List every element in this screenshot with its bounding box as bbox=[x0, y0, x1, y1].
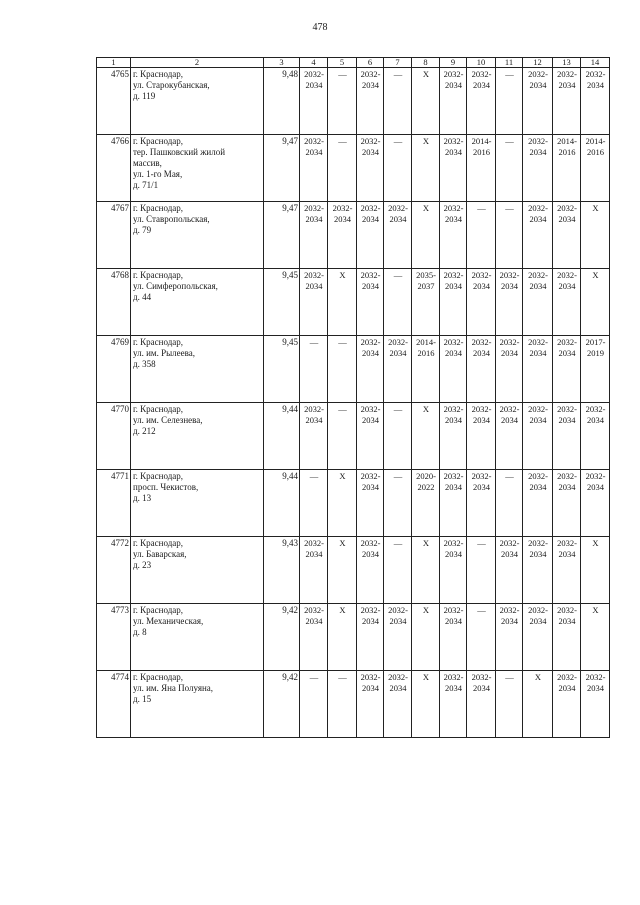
period-cell: 2020-2022 bbox=[412, 470, 440, 537]
period-cell: X bbox=[581, 604, 610, 671]
row-number: 4770 bbox=[97, 403, 131, 470]
table-row bbox=[97, 202, 610, 269]
period-cell: X bbox=[412, 403, 440, 470]
address-line: г. Краснодар, bbox=[133, 404, 184, 414]
period-cell: 2032-2034 bbox=[581, 403, 610, 470]
value-cell: 9,48 bbox=[264, 68, 300, 135]
period-cell: 2032-2034 bbox=[440, 537, 467, 604]
period-cell: 2032-2034 bbox=[300, 202, 328, 269]
row-number: 4767 bbox=[97, 202, 131, 269]
row-number: 4774 bbox=[97, 671, 131, 738]
period-cell: — bbox=[300, 470, 328, 537]
address-line: д. 15 bbox=[133, 694, 152, 704]
table-row bbox=[97, 336, 610, 403]
column-header: 4 bbox=[300, 58, 328, 68]
period-cell: — bbox=[496, 68, 523, 135]
period-cell: X bbox=[412, 68, 440, 135]
period-cell: 2032-2034 bbox=[523, 604, 553, 671]
address-line: д. 212 bbox=[133, 426, 156, 436]
period-cell: — bbox=[328, 68, 357, 135]
address-line: просп. Чекистов, bbox=[133, 482, 199, 492]
period-cell: 2032-2034 bbox=[467, 68, 496, 135]
address-line: г. Краснодар, bbox=[133, 270, 184, 280]
period-cell: X bbox=[581, 537, 610, 604]
period-cell: 2032-2034 bbox=[440, 470, 467, 537]
column-header: 11 bbox=[496, 58, 523, 68]
address-cell bbox=[131, 68, 264, 135]
address-line: д. 23 bbox=[133, 560, 152, 570]
period-cell: — bbox=[384, 470, 412, 537]
period-cell: 2032-2034 bbox=[440, 336, 467, 403]
period-cell: 2032-2034 bbox=[553, 671, 581, 738]
period-cell: 2032-2034 bbox=[581, 671, 610, 738]
row-number: 4768 bbox=[97, 269, 131, 336]
column-header: 12 bbox=[523, 58, 553, 68]
address-line: ул. Баварская, bbox=[133, 549, 187, 559]
period-cell: 2032-2034 bbox=[467, 403, 496, 470]
period-cell: 2032-2034 bbox=[553, 403, 581, 470]
table-body bbox=[97, 68, 610, 738]
row-number: 4773 bbox=[97, 604, 131, 671]
header-row bbox=[97, 58, 610, 68]
column-header: 13 bbox=[553, 58, 581, 68]
period-cell: 2032-2034 bbox=[357, 68, 384, 135]
period-cell: 2032-2034 bbox=[300, 68, 328, 135]
period-cell: 2032-2034 bbox=[300, 269, 328, 336]
period-cell: — bbox=[467, 202, 496, 269]
period-cell: 2032-2034 bbox=[357, 537, 384, 604]
table-row bbox=[97, 68, 610, 135]
address-line: г. Краснодар, bbox=[133, 136, 184, 146]
period-cell: 2032-2034 bbox=[357, 202, 384, 269]
period-cell: 2032-2034 bbox=[300, 604, 328, 671]
address-line: ул. Ставропольская, bbox=[133, 214, 210, 224]
period-cell: — bbox=[384, 537, 412, 604]
period-cell: 2032-2034 bbox=[467, 470, 496, 537]
address-line: г. Краснодар, bbox=[133, 203, 184, 213]
period-cell: — bbox=[496, 671, 523, 738]
period-cell: 2032-2034 bbox=[553, 470, 581, 537]
column-header: 3 bbox=[264, 58, 300, 68]
period-cell: — bbox=[328, 135, 357, 202]
table-row bbox=[97, 269, 610, 336]
period-cell: 2032-2034 bbox=[553, 202, 581, 269]
address-cell bbox=[131, 604, 264, 671]
period-cell: 2014-2016 bbox=[553, 135, 581, 202]
period-cell: 2032-2034 bbox=[384, 202, 412, 269]
period-cell: 2032-2034 bbox=[523, 135, 553, 202]
address-line: г. Краснодар, bbox=[133, 605, 184, 615]
column-header: 5 bbox=[328, 58, 357, 68]
period-cell: 2032-2034 bbox=[357, 403, 384, 470]
period-cell: 2032-2034 bbox=[581, 470, 610, 537]
address-cell bbox=[131, 135, 264, 202]
address-line: ул. Симферопольская, bbox=[133, 281, 218, 291]
period-cell: — bbox=[467, 537, 496, 604]
period-cell: X bbox=[412, 671, 440, 738]
row-number: 4771 bbox=[97, 470, 131, 537]
column-header: 1 bbox=[97, 58, 131, 68]
address-cell bbox=[131, 403, 264, 470]
period-cell: 2032-2034 bbox=[440, 604, 467, 671]
address-line: д. 71/1 bbox=[133, 180, 159, 190]
period-cell: X bbox=[412, 604, 440, 671]
period-cell: X bbox=[523, 671, 553, 738]
column-header: 9 bbox=[440, 58, 467, 68]
table-row bbox=[97, 671, 610, 738]
period-cell: 2032-2034 bbox=[440, 269, 467, 336]
address-line: тер. Пашковский жилой bbox=[133, 147, 226, 157]
value-cell: 9,47 bbox=[264, 135, 300, 202]
period-cell: 2017-2019 bbox=[581, 336, 610, 403]
address-line: д. 8 bbox=[133, 627, 147, 637]
address-line: г. Краснодар, bbox=[133, 672, 184, 682]
value-cell: 9,45 bbox=[264, 269, 300, 336]
period-cell: X bbox=[412, 202, 440, 269]
period-cell: 2032-2034 bbox=[523, 470, 553, 537]
period-cell: — bbox=[384, 68, 412, 135]
value-cell: 9,42 bbox=[264, 671, 300, 738]
period-cell: 2032-2034 bbox=[300, 537, 328, 604]
page-number: 478 bbox=[312, 22, 328, 33]
period-cell: 2014-2016 bbox=[412, 336, 440, 403]
address-cell bbox=[131, 269, 264, 336]
registry-table bbox=[96, 57, 610, 738]
value-cell: 9,43 bbox=[264, 537, 300, 604]
period-cell: 2032-2034 bbox=[467, 671, 496, 738]
table-row bbox=[97, 604, 610, 671]
period-cell: — bbox=[328, 403, 357, 470]
period-cell: 2014-2016 bbox=[467, 135, 496, 202]
period-cell: X bbox=[581, 202, 610, 269]
period-cell: 2032-2034 bbox=[357, 135, 384, 202]
period-cell: 2032-2034 bbox=[300, 135, 328, 202]
period-cell: — bbox=[467, 604, 496, 671]
period-cell: 2032-2034 bbox=[357, 671, 384, 738]
period-cell: 2032-2034 bbox=[523, 269, 553, 336]
column-header: 8 bbox=[412, 58, 440, 68]
column-header: 6 bbox=[357, 58, 384, 68]
period-cell: 2032-2034 bbox=[467, 336, 496, 403]
period-cell: 2032-2034 bbox=[328, 202, 357, 269]
address-line: ул. им. Яна Полуяна, bbox=[133, 683, 214, 693]
value-cell: 9,44 bbox=[264, 470, 300, 537]
address-cell bbox=[131, 470, 264, 537]
column-header: 2 bbox=[131, 58, 264, 68]
address-line: г. Краснодар, bbox=[133, 337, 184, 347]
row-number: 4769 bbox=[97, 336, 131, 403]
period-cell: — bbox=[300, 336, 328, 403]
column-header: 10 bbox=[467, 58, 496, 68]
period-cell: — bbox=[328, 671, 357, 738]
period-cell: X bbox=[412, 537, 440, 604]
address-line: д. 13 bbox=[133, 493, 152, 503]
address-line: ул. Механическая, bbox=[133, 616, 204, 626]
address-line: д. 119 bbox=[133, 91, 156, 101]
period-cell: — bbox=[496, 202, 523, 269]
table-row bbox=[97, 470, 610, 537]
table-row bbox=[97, 403, 610, 470]
address-line: массив, bbox=[133, 158, 162, 168]
period-cell: 2032-2034 bbox=[553, 269, 581, 336]
period-cell: 2032-2034 bbox=[553, 336, 581, 403]
period-cell: 2032-2034 bbox=[440, 403, 467, 470]
row-number: 4772 bbox=[97, 537, 131, 604]
period-cell: 2032-2034 bbox=[357, 470, 384, 537]
period-cell: 2014-2016 bbox=[581, 135, 610, 202]
period-cell: 2032-2034 bbox=[523, 537, 553, 604]
period-cell: 2032-2034 bbox=[384, 604, 412, 671]
address-line: ул. им. Рылеева, bbox=[133, 348, 196, 358]
address-line: д. 358 bbox=[133, 359, 156, 369]
value-cell: 9,47 bbox=[264, 202, 300, 269]
address-line: ул. 1-го Мая, bbox=[133, 169, 183, 179]
period-cell: X bbox=[581, 269, 610, 336]
period-cell: 2032-2034 bbox=[496, 403, 523, 470]
table-row bbox=[97, 135, 610, 202]
period-cell: X bbox=[328, 537, 357, 604]
period-cell: — bbox=[384, 269, 412, 336]
row-number: 4766 bbox=[97, 135, 131, 202]
period-cell: — bbox=[384, 135, 412, 202]
column-header: 7 bbox=[384, 58, 412, 68]
period-cell: — bbox=[496, 135, 523, 202]
address-cell bbox=[131, 537, 264, 604]
period-cell: 2032-2034 bbox=[523, 202, 553, 269]
period-cell: 2032-2034 bbox=[467, 269, 496, 336]
period-cell: X bbox=[412, 135, 440, 202]
address-line: ул. им. Селезнева, bbox=[133, 415, 203, 425]
period-cell: X bbox=[328, 604, 357, 671]
period-cell: 2032-2034 bbox=[384, 671, 412, 738]
period-cell: 2032-2034 bbox=[357, 269, 384, 336]
period-cell: 2032-2034 bbox=[553, 537, 581, 604]
column-header: 14 bbox=[581, 58, 610, 68]
period-cell: 2032-2034 bbox=[496, 537, 523, 604]
period-cell: 2032-2034 bbox=[496, 336, 523, 403]
address-line: г. Краснодар, bbox=[133, 538, 184, 548]
period-cell: 2032-2034 bbox=[496, 604, 523, 671]
period-cell: X bbox=[328, 470, 357, 537]
period-cell: 2035-2037 bbox=[412, 269, 440, 336]
period-cell: 2032-2034 bbox=[553, 604, 581, 671]
period-cell: 2032-2034 bbox=[357, 336, 384, 403]
row-number: 4765 bbox=[97, 68, 131, 135]
period-cell: 2032-2034 bbox=[357, 604, 384, 671]
address-line: д. 44 bbox=[133, 292, 152, 302]
period-cell: 2032-2034 bbox=[496, 269, 523, 336]
value-cell: 9,45 bbox=[264, 336, 300, 403]
address-line: ул. Старокубанская, bbox=[133, 80, 210, 90]
period-cell: X bbox=[328, 269, 357, 336]
period-cell: 2032-2034 bbox=[553, 68, 581, 135]
period-cell: — bbox=[384, 403, 412, 470]
period-cell: 2032-2034 bbox=[440, 135, 467, 202]
address-line: г. Краснодар, bbox=[133, 69, 184, 79]
period-cell: 2032-2034 bbox=[440, 202, 467, 269]
period-cell: 2032-2034 bbox=[523, 403, 553, 470]
period-cell: 2032-2034 bbox=[581, 68, 610, 135]
address-cell bbox=[131, 336, 264, 403]
period-cell: — bbox=[328, 336, 357, 403]
address-line: д. 79 bbox=[133, 225, 152, 235]
address-cell bbox=[131, 671, 264, 738]
period-cell: 2032-2034 bbox=[440, 671, 467, 738]
period-cell: 2032-2034 bbox=[440, 68, 467, 135]
period-cell: 2032-2034 bbox=[384, 336, 412, 403]
period-cell: 2032-2034 bbox=[523, 68, 553, 135]
period-cell: — bbox=[300, 671, 328, 738]
period-cell: 2032-2034 bbox=[300, 403, 328, 470]
period-cell: — bbox=[496, 470, 523, 537]
table-row bbox=[97, 537, 610, 604]
address-line: г. Краснодар, bbox=[133, 471, 184, 481]
address-cell bbox=[131, 202, 264, 269]
period-cell: 2032-2034 bbox=[523, 336, 553, 403]
value-cell: 9,44 bbox=[264, 403, 300, 470]
value-cell: 9,42 bbox=[264, 604, 300, 671]
